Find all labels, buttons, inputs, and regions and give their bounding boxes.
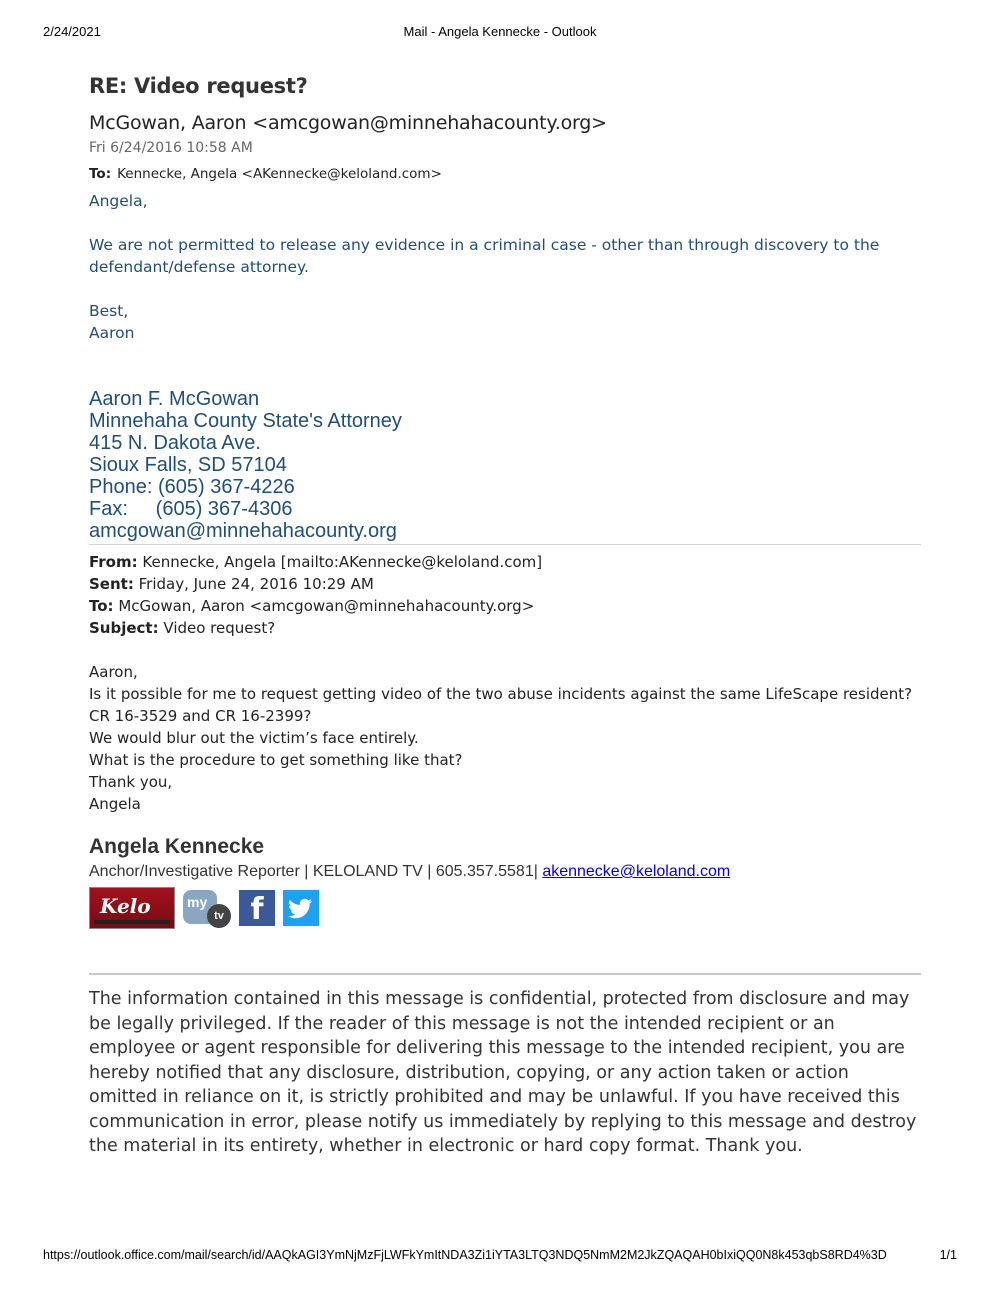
body-closing: Best, [89,302,129,320]
quoted-line: Angela [89,795,141,813]
signature-line: Sioux Falls, SD 57104 [89,454,287,476]
quoted-subject: Subject: Video request? [89,619,276,637]
twitter-icon[interactable] [283,890,319,926]
quoted-signature-name: Angela Kennecke [89,835,265,858]
quoted-line: We would blur out the victim’s face entirely. [89,729,419,747]
kelo-logo-icon[interactable]: Kelo [89,887,175,929]
signature-line: 415 N. Dakota Ave. [89,432,261,454]
message-sender[interactable]: McGowan, Aaron <amcgowan@minnehahacounty.org> [89,112,607,134]
print-date: 2/24/2021 [43,24,101,39]
quoted-sent: Sent: Friday, June 24, 2016 10:29 AM [89,575,374,593]
quoted-to: To: McGowan, Aaron <amcgowan@minnehahacounty.org> [89,597,535,615]
message-view [89,74,921,1159]
sender-signature [89,388,921,542]
signature-line: Minnehaha County State's Attorney [89,410,402,432]
print-page-number: 1/1 [939,1248,957,1262]
quoted-line: Thank you, [89,773,173,791]
signature-line: Fax: (605) 367-4306 [89,498,293,520]
message-recipients [89,166,921,182]
quoted-message [89,551,921,815]
to-recipient[interactable]: Kennecke, Angela <AKennecke@keloland.com> [117,166,442,182]
signature-logos [89,887,921,929]
message-subject: RE: Video request? [89,74,308,98]
signature-email[interactable]: amcgowan@minnehahacounty.org [89,520,397,542]
body-name: Aaron [89,324,135,342]
body-paragraph: We are not permitted to release any evidence in a criminal case - other than through discovery to the defendant/defense attorney. [89,236,880,276]
mytv-logo-icon[interactable]: my tv [183,888,231,928]
quoted-line: What is the procedure to get something like that? [89,751,463,769]
message-body [89,190,921,344]
body-greeting: Angela, [89,192,148,210]
quoted-line: Is it possible for me to request getting video of the two abuse incidents against the same LifeScape resident? CR 16-3529 and CR 16-2399? [89,685,913,725]
to-label: To: [89,166,112,182]
quoted-signature-title: Anchor/Investigative Reporter | KELOLAND TV | 605.357.5581| akennecke@keloland.com [89,863,731,880]
print-url: https://outlook.office.com/mail/search/id/AAQkAGI3YmNjMzFjLWFkYmItNDA3Zi1iYTA3LTQ3NDQ5NmM2M2JkZQAQAH0bIxiQQ0N8k453qbS8RD4%3D [43,1248,887,1262]
signature-line: Phone: (605) 367-4226 [89,476,295,498]
message-date: Fri 6/24/2016 10:58 AM [89,140,253,156]
print-header [43,24,957,40]
print-title: Mail - Angela Kennecke - Outlook [403,24,597,39]
facebook-icon[interactable]: f [239,890,275,926]
print-footer [43,1248,957,1264]
twitter-bird-icon [283,890,319,926]
confidentiality-disclaimer: The information contained in this message is confidential, protected from disclosure and may be legally privileged. If the reader of this message is not the intended recipient or an employee or agent responsible for delivering this message to the intended recipient, you are hereby notified that any disclosure, distribution, copying, or any action taken or action omitted in reliance on it, is strictly prohibited and may be unlawful. If you have received this communication in error, please notify us immediately by replying to this message and destroy the material in its entirety, whether in electronic or hard copy format. Thank you. [89,989,917,1156]
quoted-from: From: Kennecke, Angela [mailto:AKennecke@keloland.com] [89,553,543,571]
signature-line: Aaron F. McGowan [89,388,260,410]
quote-divider [89,544,921,545]
quoted-signature-email-link[interactable]: akennecke@keloland.com [542,863,731,880]
quoted-line: Aaron, [89,663,138,681]
